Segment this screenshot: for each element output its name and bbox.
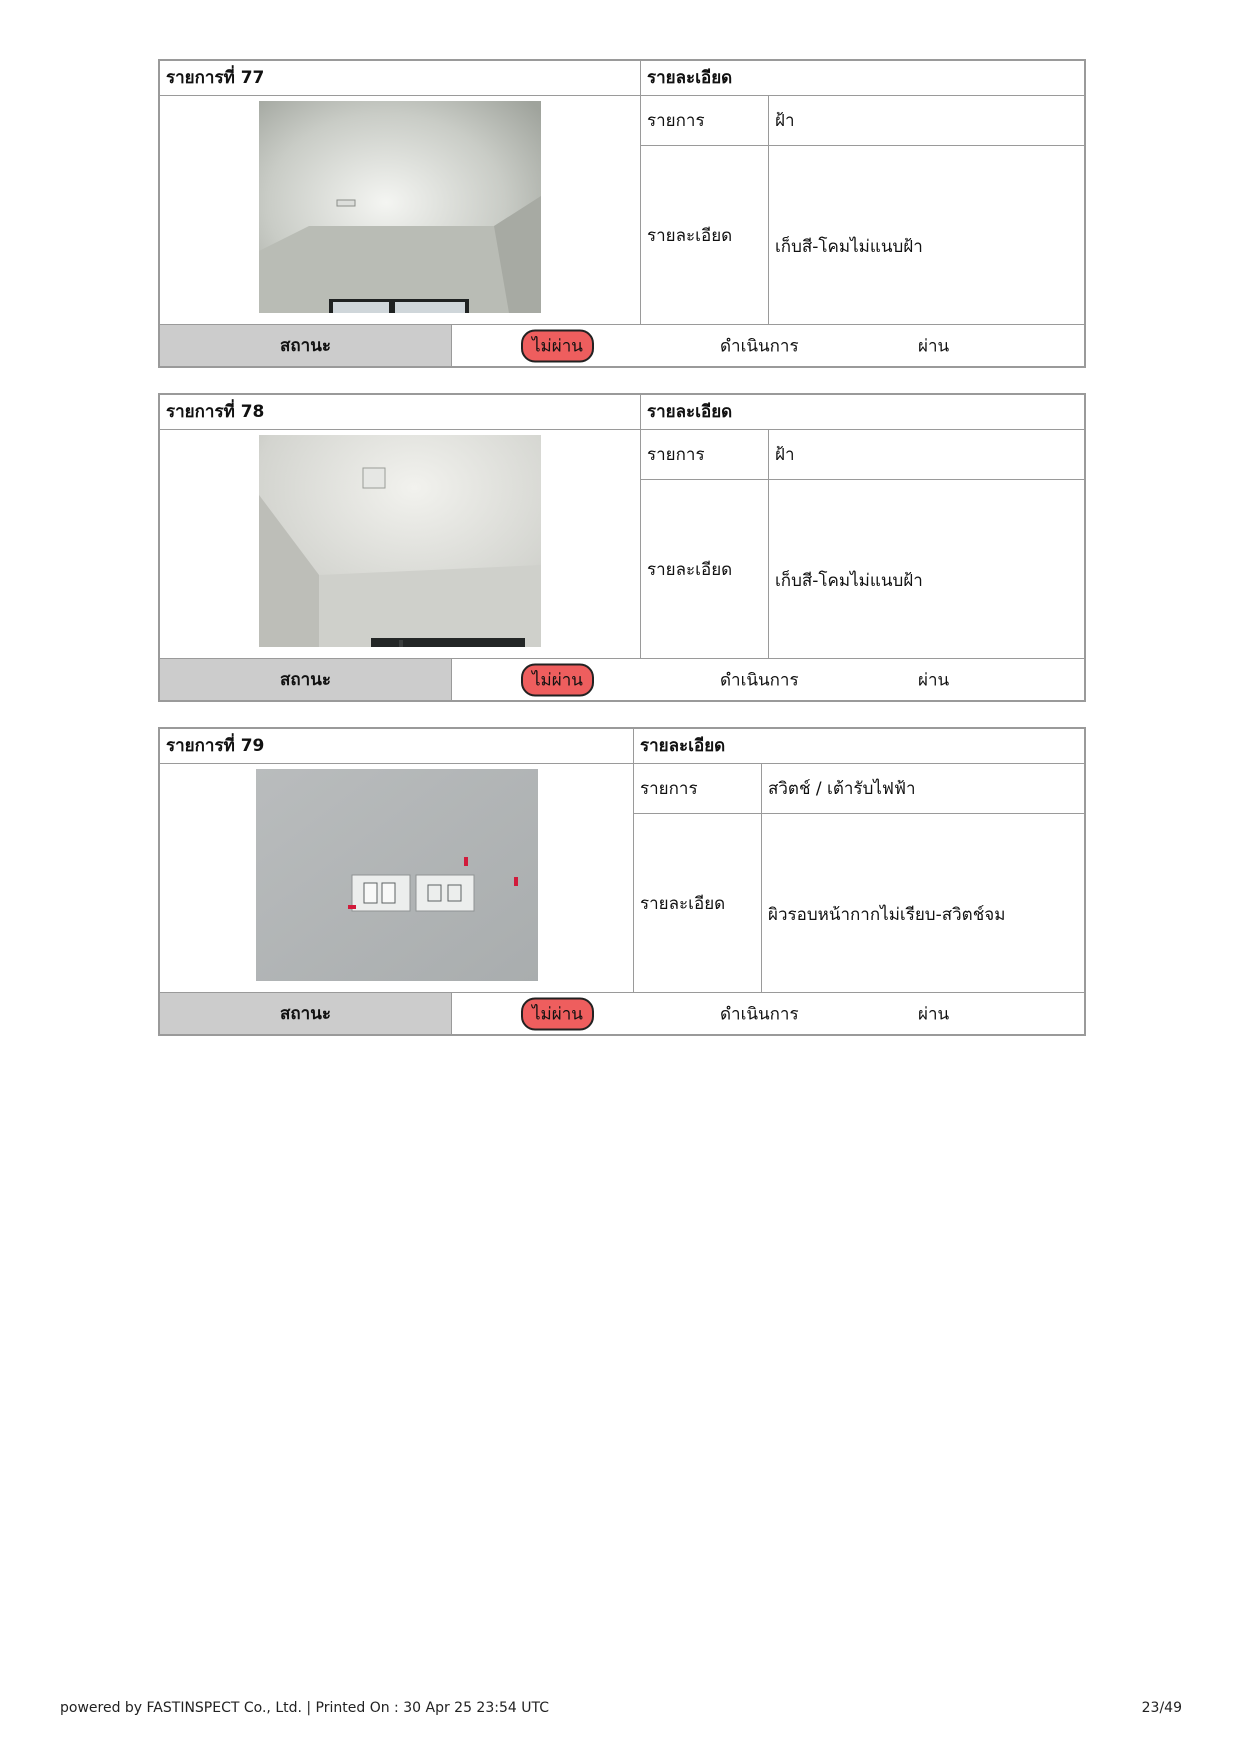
status-options: [452, 325, 1084, 366]
status-fail-selected[interactable]: ไม่ผ่าน: [521, 663, 594, 696]
status-row: [160, 659, 1084, 700]
item-row: [641, 96, 1084, 146]
detail-row: [641, 146, 1084, 324]
status-options: [452, 993, 1084, 1034]
photo-cell: [160, 96, 641, 324]
detail-table: [641, 430, 1084, 658]
item-row: [634, 764, 1084, 814]
card-header: [160, 395, 1084, 430]
detail-table: [641, 96, 1084, 324]
detail-row: [641, 480, 1084, 658]
inspection-card-78: [158, 393, 1086, 702]
detail-value: ผิวรอบหน้ากากไม่เรียบ-สวิตช์จม: [768, 904, 1006, 925]
item-number-title: รายการที่ 78: [160, 395, 641, 429]
item-number-title: รายการที่ 79: [160, 729, 634, 763]
status-label: สถานะ: [160, 993, 452, 1034]
status-in-progress[interactable]: ดำเนินการ: [720, 1004, 799, 1024]
detail-header: รายละเอียด: [640, 736, 726, 756]
detail-row: [634, 814, 1084, 992]
footer-credit: powered by FASTINSPECT Co., Ltd. | Printed On : 30 Apr 25 23:54 UTC: [60, 1700, 549, 1716]
detail-table: [634, 764, 1084, 992]
status-label: สถานะ: [160, 325, 452, 366]
photo-cell: [160, 430, 641, 658]
status-in-progress[interactable]: ดำเนินการ: [720, 336, 799, 356]
page-number: 23/49: [1141, 1700, 1182, 1716]
detail-label: รายละเอียด: [634, 814, 762, 992]
status-label: สถานะ: [160, 659, 452, 700]
item-value: ฝ้า: [775, 445, 795, 465]
detail-value: เก็บสี-โคมไม่แนบฝ้า: [775, 236, 923, 257]
detail-label: รายละเอียด: [641, 480, 769, 658]
status-pass[interactable]: ผ่าน: [918, 1004, 950, 1024]
status-fail-selected[interactable]: ไม่ผ่าน: [521, 997, 594, 1030]
item-label: รายการ: [634, 764, 762, 813]
status-pass[interactable]: ผ่าน: [918, 670, 950, 690]
card-header: [160, 729, 1084, 764]
item-number-title: รายการที่ 77: [160, 61, 641, 95]
detail-header: รายละเอียด: [647, 68, 733, 88]
ceiling-photo[interactable]: [259, 101, 541, 313]
detail-header: รายละเอียด: [647, 402, 733, 422]
item-value: สวิตช์ / เต้ารับไฟฟ้า: [768, 779, 916, 799]
ceiling-photo[interactable]: [259, 435, 541, 647]
status-pass[interactable]: ผ่าน: [918, 336, 950, 356]
status-fail-selected[interactable]: ไม่ผ่าน: [521, 329, 594, 362]
status-row: [160, 993, 1084, 1034]
card-body: [160, 764, 1084, 993]
item-value: ฝ้า: [775, 111, 795, 131]
switch-photo[interactable]: [256, 769, 538, 981]
item-label: รายการ: [641, 430, 769, 479]
detail-value: เก็บสี-โคมไม่แนบฝ้า: [775, 570, 923, 591]
status-options: [452, 659, 1084, 700]
card-header: [160, 61, 1084, 96]
status-row: [160, 325, 1084, 366]
status-in-progress[interactable]: ดำเนินการ: [720, 670, 799, 690]
card-body: [160, 430, 1084, 659]
detail-label: รายละเอียด: [641, 146, 769, 324]
inspection-card-79: [158, 727, 1086, 1036]
photo-cell: [160, 764, 634, 992]
card-body: [160, 96, 1084, 325]
inspection-card-77: [158, 59, 1086, 368]
item-row: [641, 430, 1084, 480]
item-label: รายการ: [641, 96, 769, 145]
